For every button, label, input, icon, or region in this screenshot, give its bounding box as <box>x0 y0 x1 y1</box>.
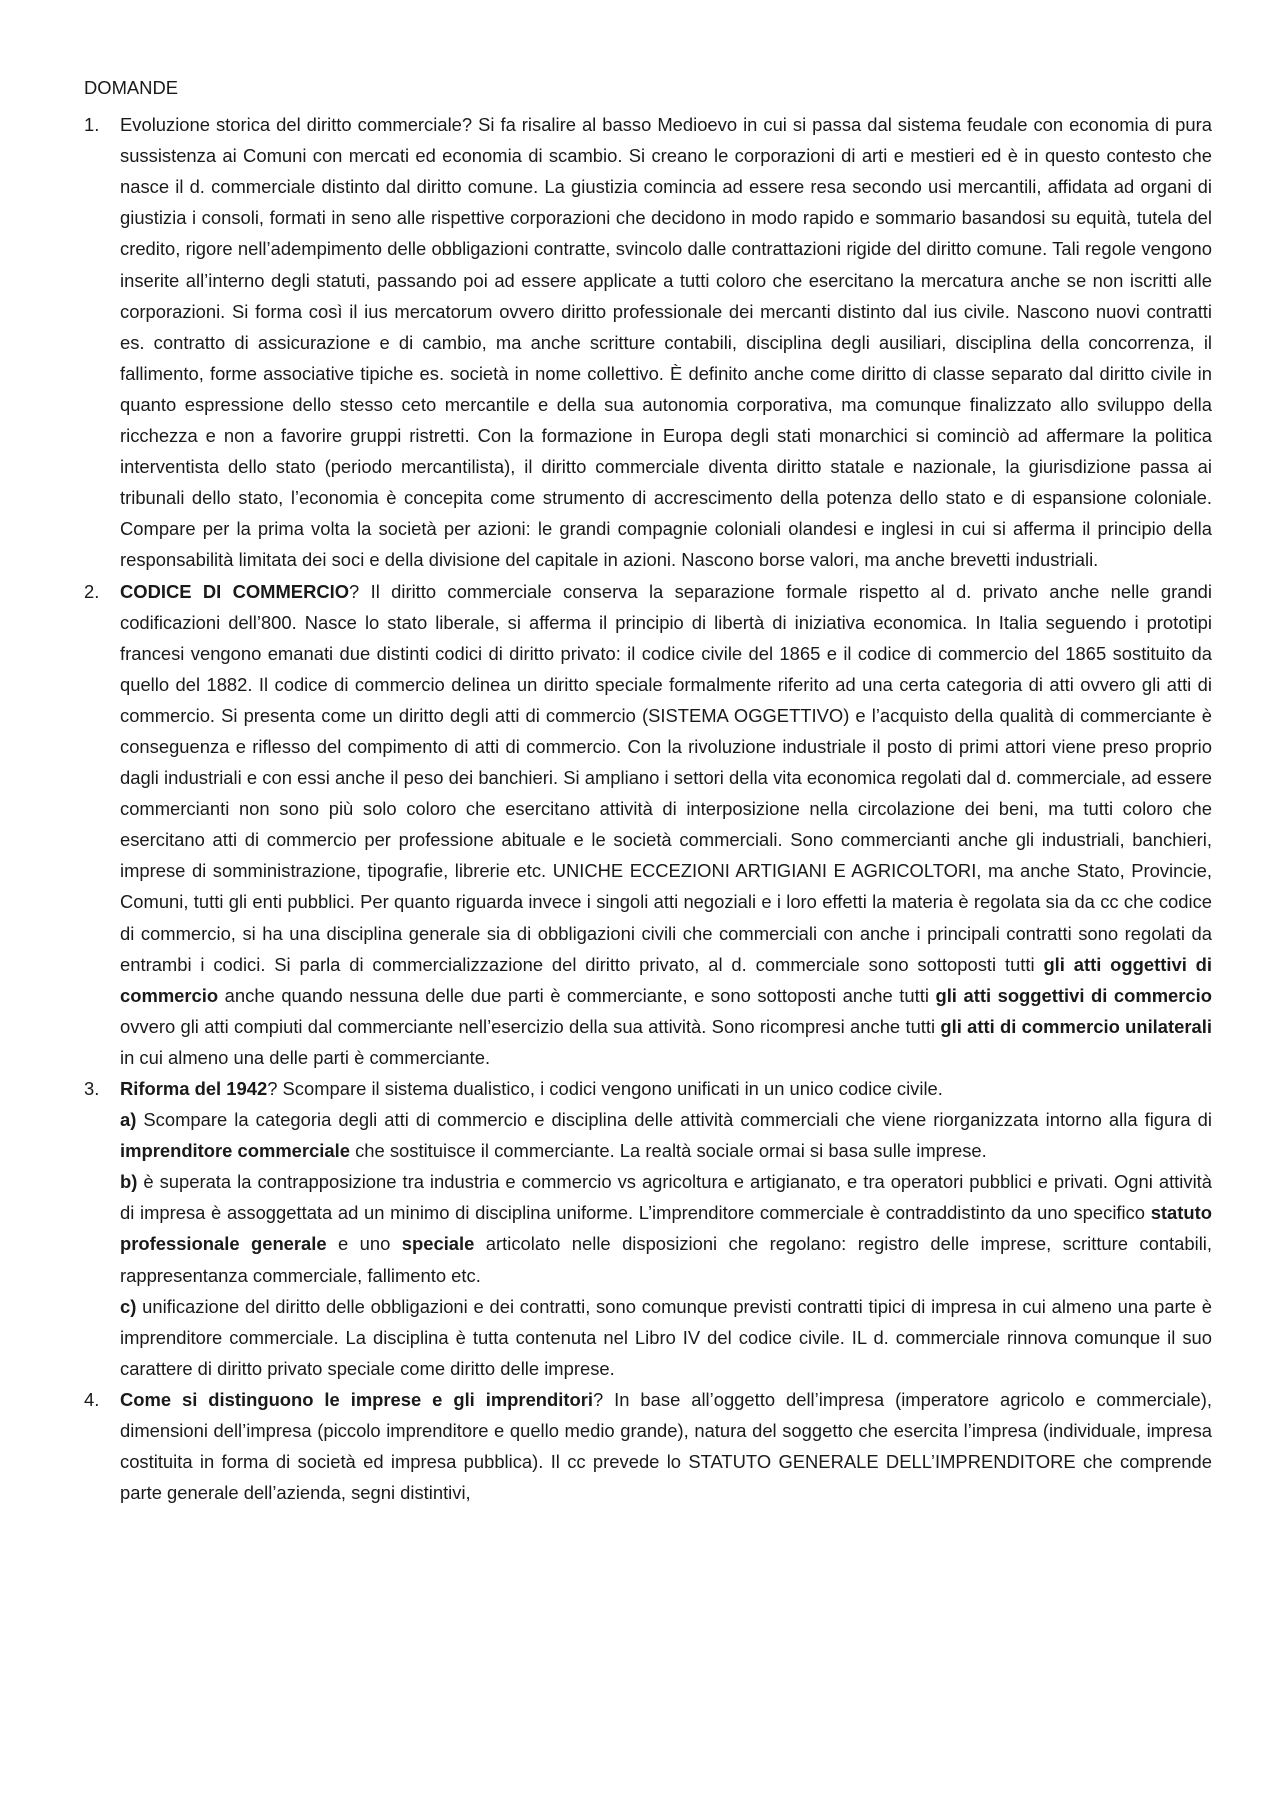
subpoint-text: è superata la contrapposizione tra industria e commercio vs agricoltura e artigianato, e tra operatori pubblici e privati. Ogni attività di impresa è assoggettata ad un minimo di disciplina uniforme. L’imprenditore commerciale è contraddistinto da uno specifico <box>120 1171 1212 1224</box>
subpoint-label: a) <box>120 1109 137 1131</box>
bold-term: gli atti di commercio unilaterali <box>940 1015 1212 1037</box>
question-4 <box>84 1384 1212 1508</box>
subpoint-label: b) <box>120 1171 138 1193</box>
question-text: in cui almeno una delle parti è commerciante. <box>120 1046 491 1068</box>
question-number: 4. <box>84 1388 100 1410</box>
question-2 <box>84 576 1212 1074</box>
document-page <box>84 72 1212 1508</box>
questions-list <box>84 109 1212 1508</box>
subpoint-text: Scompare la categoria degli atti di commercio e disciplina delle attività commerciali che viene riorganizzata intorno alla figura di <box>136 1109 1212 1131</box>
bold-term: imprenditore commerciale <box>120 1140 350 1162</box>
bold-term: speciale <box>401 1233 475 1255</box>
subpoint-c <box>120 1291 1212 1384</box>
subpoint-text: unificazione del diritto delle obbligazioni e dei contratti, sono comunque previsti contratti tipici di impresa in cui almeno una parte è imprenditore commerciale. La disciplina è tutta contenuta nel Libro IV del codice civile. IL d. commerciale rinnova comunque il suo carattere di diritto privato speciale come diritto delle imprese. <box>120 1295 1212 1379</box>
bold-term: gli atti soggettivi di commercio <box>935 984 1212 1006</box>
question-title: Come si distinguono le imprese e gli imprenditori <box>120 1388 593 1410</box>
question-title: CODICE DI COMMERCIO <box>120 580 350 602</box>
question-title: Riforma del 1942 <box>120 1078 268 1099</box>
question-3 <box>84 1073 1212 1384</box>
subpoint-text: articolato nelle disposizioni che regolano: registro delle imprese, scritture contabili, rappresentanza commerciale, fallimento etc. <box>120 1233 1212 1286</box>
subpoint-text: e uno <box>326 1233 402 1255</box>
question-number: 3. <box>84 1078 100 1099</box>
subpoint-a <box>120 1104 1212 1166</box>
bold-term: gli atti oggettivi di commercio <box>120 953 1212 1006</box>
bold-term: statuto professionale generale <box>120 1202 1212 1255</box>
question-text: Evoluzione storica del diritto commerciale? Si fa risalire al basso Medioevo in cui si passa dal sistema feudale con economia di pura sussistenza ai Comuni con mercati ed economia di scambio. Si creano le corporazioni di arti e mestieri ed è in questo contesto che nasce il d. commerciale distinto dal diritto comune. La giustizia comincia ad essere resa secondo usi mercantili, affidata ad organi di giustizia i consoli, formati in seno alle rispettive corporazioni che decidono in modo rapido e sommario basandosi su equità, tutela del credito, rigore nell’adempimento delle obbligazioni contratte, svincolo dalle contrattazioni rigide del diritto comune. Tali regole vengono inserite all’interno degli statuti, passando poi ad essere applicate a tutti coloro che esercitano la mercatura anche se non iscritti alle corporazioni. Si forma così il ius mercatorum ovvero diritto professionale dei mercanti distinto dal ius civile. Nascono nuovi contratti es. contratto di assicurazione e di cambio, ma anche scritture contabili, disciplina degli ausiliari, disciplina della concorrenza, il fallimento, forme associative tipiche es. società in nome collettivo. È definito anche come diritto di classe separato dal diritto civile in quanto espressione dello stesso ceto mercantile e della sua autonomia corporativa, ma comunque finalizzato allo sviluppo della ricchezza e non a favorire gruppi ristretti. Con la formazione in Europa degli stati monarchici si cominciò ad affermare la politica interventista dello stato (periodo mercantilista), il diritto commerciale diventa diritto statale e nazionale, la giurisdizione passa ai tribunali dello stato, l’economia è concepita come strumento di accrescimento della potenza dello stato e di espansione coloniale. Compare per la prima volta la società per azioni: le grandi compagnie coloniali olandesi e inglesi in cui si afferma il principio della responsabilità limitata dei soci e della divisione del capitale in azioni. Nascono borse valori, ma anche brevetti industriali. <box>120 114 1212 571</box>
question-text: ovvero gli atti compiuti dal commerciante nell’esercizio della sua attività. Sono ricompresi anche tutti <box>120 1015 941 1037</box>
subpoint-text: che sostituisce il commerciante. La realtà sociale ormai si basa sulle imprese. <box>349 1140 987 1162</box>
question-number: 2. <box>84 580 100 602</box>
question-1 <box>84 109 1212 575</box>
question-text: ? Il diritto commerciale conserva la separazione formale rispetto al d. privato anche nelle grandi codificazioni dell’800. Nasce lo stato liberale, si afferma il principio di libertà di iniziativa economica. In Italia seguendo i prototipi francesi vengono emanati due distinti codici di diritto privato: il codice civile del 1865 e il codice di commercio del 1865 sostituito da quello del 1882. Il codice di commercio delinea un diritto speciale formalmente riferito ad una certa categoria di atti ovvero gli atti di commercio. Si presenta come un diritto degli atti di commercio (SISTEMA OGGETTIVO) e l’acquisto della qualità di commerciante è conseguenza e riflesso del compimento di atti di commercio. Con la rivoluzione industriale il posto di primi attori viene preso proprio dagli industriali e con essi anche il peso dei banchieri. Si ampliano i settori della vita economica regolati dal d. commerciale, ad essere commercianti non sono più solo coloro che esercitano attività di interposizione nella circolazione dei beni, ma tutti coloro che esercitano atti di commercio per professione abituale e le società commerciali. Sono commercianti anche gli industriali, banchieri, imprese di somministrazione, tipografie, librerie etc. UNICHE ECCEZIONI ARTIGIANI E AGRICOLTORI, ma anche Stato, Provincie, Comuni, tutti gli enti pubblici. Per quanto riguarda invece i singoli atti negoziali e i loro effetti la materia è regolata sia da cc che codice di commercio, si ha una disciplina generale sia di obbligazioni civili che commerciali con anche i principali contratti sono regolati da entrambi i codici. Si parla di commercializzazione del diritto privato, al d. commerciale sono sottoposti tutti <box>120 580 1212 975</box>
subpoint-label: c) <box>120 1295 137 1317</box>
question-text: anche quando nessuna delle due parti è commerciante, e sono sottoposti anche tutti <box>218 984 936 1006</box>
question-number: 1. <box>84 114 100 136</box>
subpoint-b <box>120 1166 1212 1290</box>
question-text: ? In base all’oggetto dell’impresa (imperatore agricolo e commerciale), dimensioni dell’impresa (piccolo imprenditore e quello medio grande), natura del soggetto che esercita l’impresa (individuale, impresa costituita in forma di società ed impresa pubblica). Il cc prevede lo STATUTO GENERALE DELL’IMPRENDITORE che comprende parte generale dell’azienda, segni distintivi, <box>120 1388 1212 1504</box>
document-heading: DOMANDE <box>84 77 179 98</box>
question-text: ? Scompare il sistema dualistico, i codici vengono unificati in un unico codice civile. <box>267 1078 943 1099</box>
